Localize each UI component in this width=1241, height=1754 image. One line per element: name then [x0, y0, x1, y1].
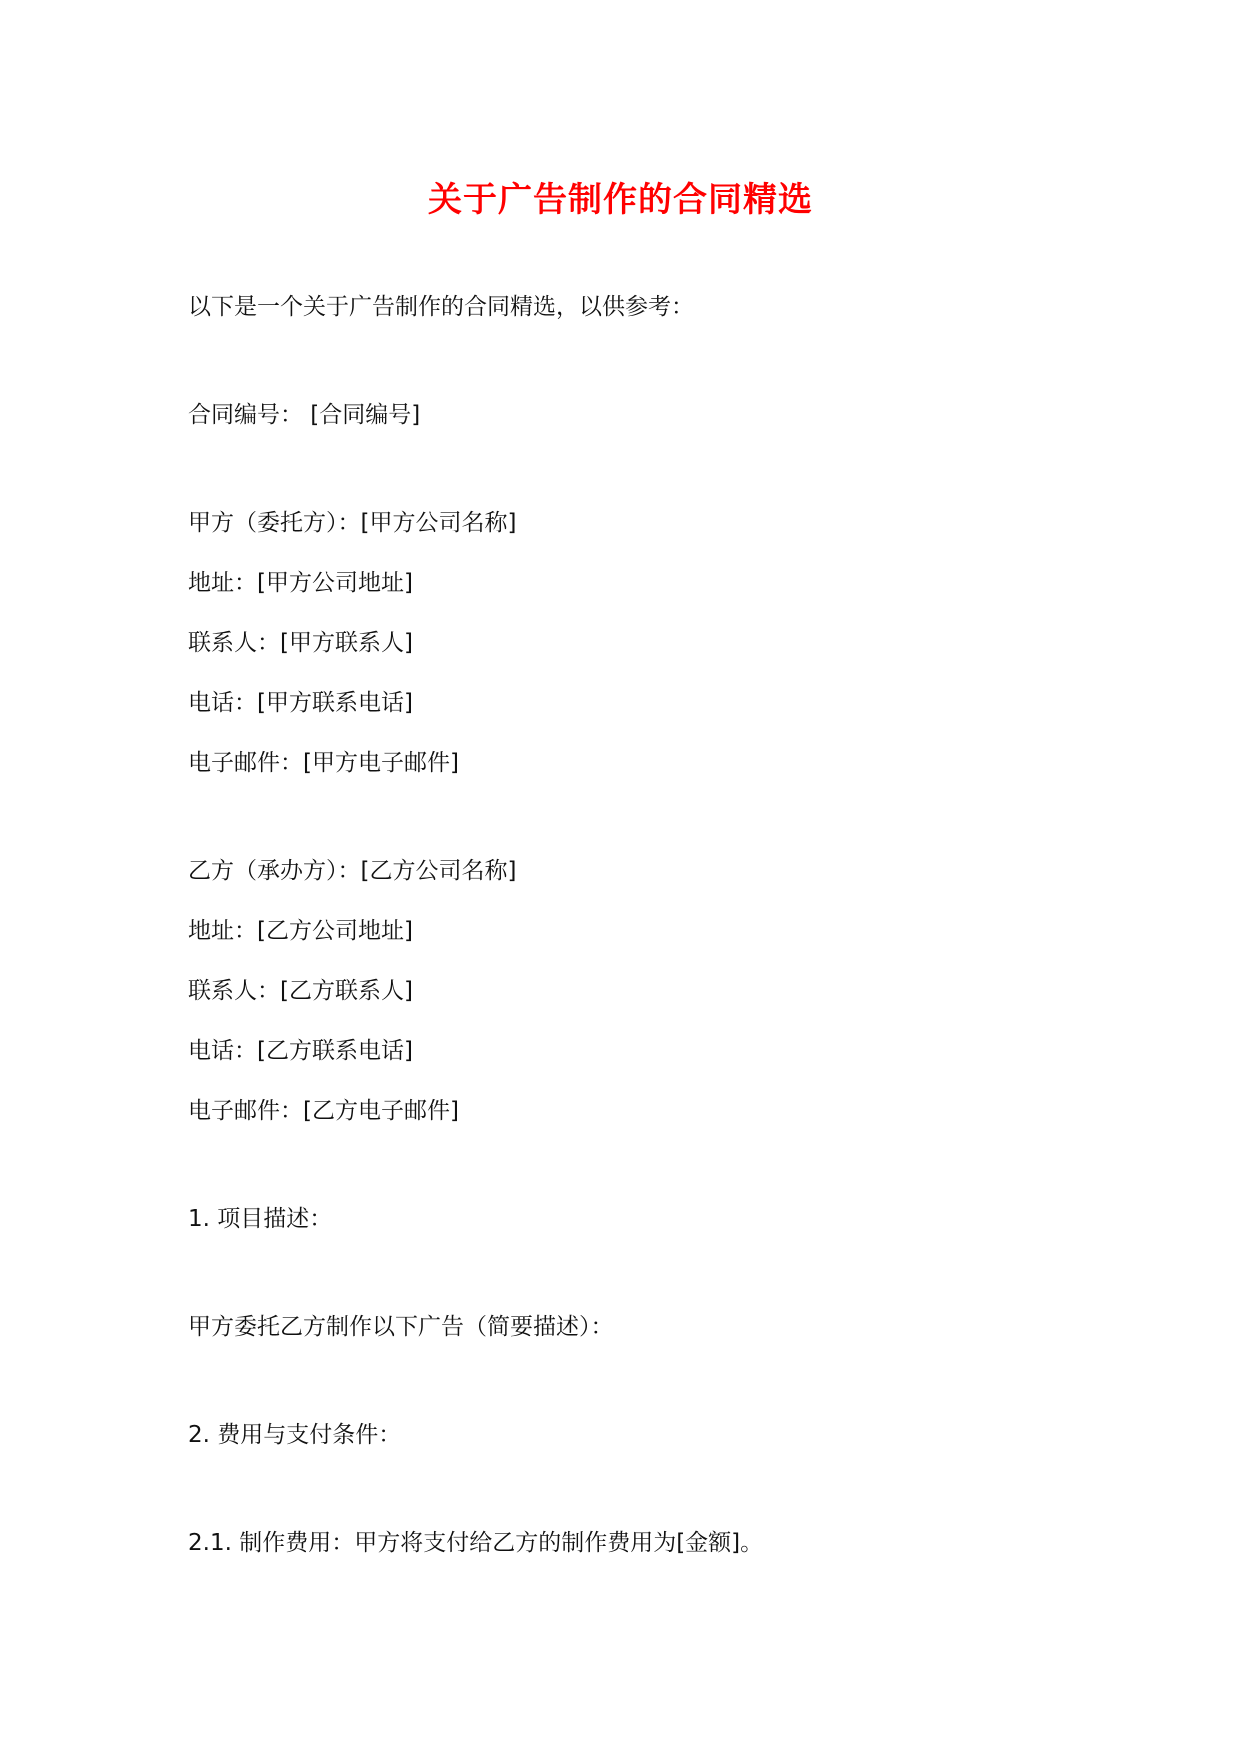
intro-paragraph: 以下是一个关于广告制作的合同精选，以供参考：: [188, 294, 694, 320]
party-a-phone: 电话：[甲方联系电话]: [188, 690, 413, 716]
section-2-heading: 2. 费用与支付条件：: [188, 1422, 402, 1448]
contract-number: 合同编号： [合同编号]: [188, 402, 421, 428]
section-2-1-clause: 2.1. 制作费用：甲方将支付给乙方的制作费用为[金额]。: [188, 1530, 764, 1556]
section-1-heading: 1. 项目描述：: [188, 1206, 333, 1232]
section-1-body: 甲方委托乙方制作以下广告（简要描述）：: [188, 1314, 614, 1340]
party-a-name: 甲方（委托方）：[甲方公司名称]: [188, 510, 517, 536]
party-a-contact: 联系人：[甲方联系人]: [188, 630, 413, 656]
party-a-email: 电子邮件：[甲方电子邮件]: [188, 750, 459, 776]
party-a-address: 地址：[甲方公司地址]: [188, 570, 413, 596]
party-b-name: 乙方（承办方）：[乙方公司名称]: [188, 858, 517, 884]
party-b-address: 地址：[乙方公司地址]: [188, 918, 413, 944]
party-b-contact: 联系人：[乙方联系人]: [188, 978, 413, 1004]
party-b-email: 电子邮件：[乙方电子邮件]: [188, 1098, 459, 1124]
party-b-phone: 电话：[乙方联系电话]: [188, 1038, 413, 1064]
document-title: 关于广告制作的合同精选: [428, 180, 813, 220]
